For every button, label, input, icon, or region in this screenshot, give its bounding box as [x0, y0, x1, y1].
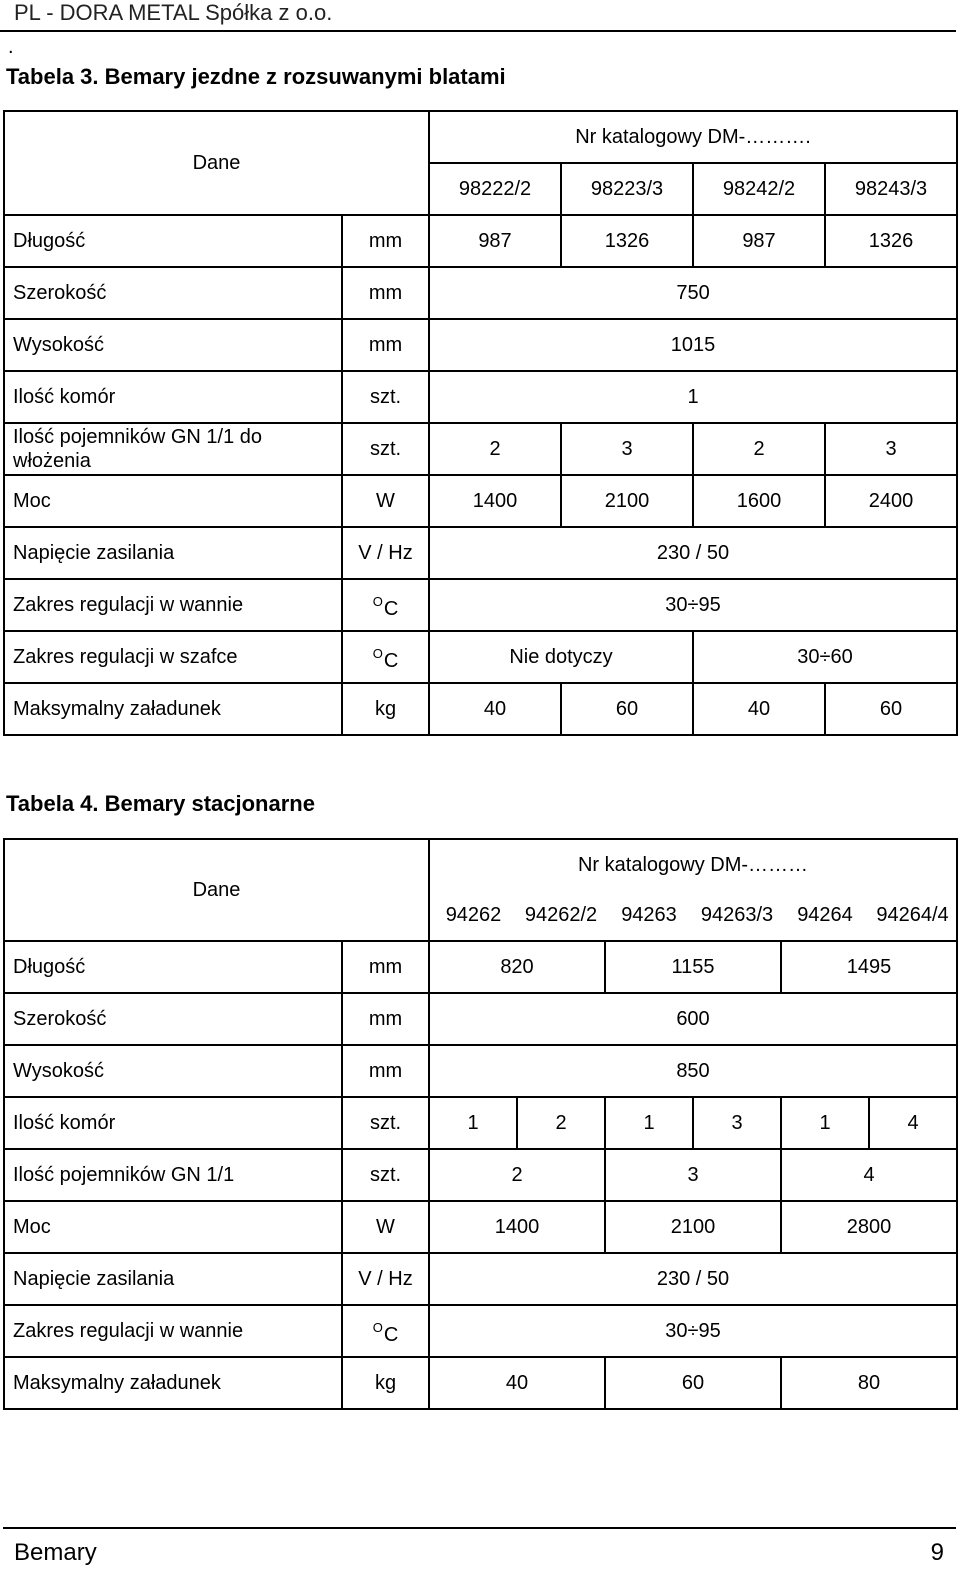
table3 — [3, 110, 958, 736]
row-unit: V / Hz — [342, 1253, 429, 1305]
cell-value: 1 — [605, 1097, 693, 1149]
row-label: Ilość pojemników GN 1/1 do włożenia — [4, 423, 342, 475]
table-row — [4, 579, 957, 631]
page-number: 9 — [930, 1539, 944, 1566]
table-row — [4, 215, 957, 267]
cell-value: 40 — [429, 1357, 605, 1409]
table-row — [4, 1097, 957, 1149]
degree-superscript: O — [372, 645, 383, 661]
cell-value: 1400 — [429, 1201, 605, 1253]
cell-value: 60 — [825, 683, 957, 735]
cell-value: 3 — [825, 423, 957, 475]
row-label: Długość — [4, 215, 342, 267]
row-unit: mm — [342, 267, 429, 319]
row-unit: mm — [342, 319, 429, 371]
row-label: Wysokość — [4, 1045, 342, 1097]
table4-model: 94263 — [605, 890, 693, 941]
cell-value: 230 / 50 — [429, 1253, 957, 1305]
cell-value: 60 — [561, 683, 693, 735]
row-unit: kg — [342, 1357, 429, 1409]
cell-value: 4 — [781, 1149, 957, 1201]
row-unit: szt. — [342, 1097, 429, 1149]
cell-value: 3 — [693, 1097, 781, 1149]
cell-value: 80 — [781, 1357, 957, 1409]
row-label: Napięcie zasilania — [4, 1253, 342, 1305]
cell-value: 1 — [781, 1097, 869, 1149]
cell-value: 820 — [429, 941, 605, 993]
row-label: Maksymalny załadunek — [4, 1357, 342, 1409]
table4-model: 94262/2 — [517, 890, 605, 941]
table-row — [4, 631, 957, 683]
row-unit — [342, 631, 429, 683]
degree-superscript: O — [372, 593, 383, 609]
row-label: Szerokość — [4, 993, 342, 1045]
row-label: Szerokość — [4, 267, 342, 319]
table-row — [4, 941, 957, 993]
cell-value: 230 / 50 — [429, 527, 957, 579]
row-unit: szt. — [342, 423, 429, 475]
cell-value: 987 — [693, 215, 825, 267]
table4-model: 94262 — [429, 890, 517, 941]
cell-value: 2100 — [561, 475, 693, 527]
cell-value: Nie dotyczy — [429, 631, 693, 683]
row-label: Ilość komór — [4, 371, 342, 423]
table-row — [4, 475, 957, 527]
row-unit: mm — [342, 941, 429, 993]
cell-value: 1015 — [429, 319, 957, 371]
table-row — [4, 527, 957, 579]
header-divider — [0, 30, 956, 32]
table3-model: 98223/3 — [561, 163, 693, 215]
cell-value: 600 — [429, 993, 957, 1045]
cell-value: 1326 — [825, 215, 957, 267]
table-row — [4, 683, 957, 735]
row-unit: mm — [342, 1045, 429, 1097]
company-name: PL - DORA METAL Spółka z o.o. — [14, 0, 333, 25]
table4-catalog-header: Nr katalogowy DM-……… — [429, 839, 957, 890]
table4 — [3, 838, 958, 1410]
row-unit: mm — [342, 993, 429, 1045]
unit-letter: C — [383, 597, 399, 620]
cell-value: 2100 — [605, 1201, 781, 1253]
row-unit: szt. — [342, 1149, 429, 1201]
cell-value: 1326 — [561, 215, 693, 267]
row-label: Moc — [4, 1201, 342, 1253]
cell-value: 1495 — [781, 941, 957, 993]
cell-value: 30÷60 — [693, 631, 957, 683]
unit-letter: C — [383, 649, 399, 672]
table-row — [4, 319, 957, 371]
table3-title: Tabela 3. Bemary jezdne z rozsuwanymi blatami — [6, 64, 506, 89]
table-row — [4, 1253, 957, 1305]
row-label: Napięcie zasilania — [4, 527, 342, 579]
table-row — [4, 423, 957, 475]
table4-model: 94264/4 — [869, 890, 957, 941]
row-unit: szt. — [342, 371, 429, 423]
table-row — [4, 993, 957, 1045]
cell-value: 1600 — [693, 475, 825, 527]
row-label: Zakres regulacji w szafce — [4, 631, 342, 683]
cell-value: 850 — [429, 1045, 957, 1097]
cell-value: 40 — [429, 683, 561, 735]
row-label: Ilość komór — [4, 1097, 342, 1149]
cell-value: 2800 — [781, 1201, 957, 1253]
row-label: Zakres regulacji w wannie — [4, 1305, 342, 1357]
table-row — [4, 371, 957, 423]
cell-value: 2 — [517, 1097, 605, 1149]
table-row — [4, 1305, 957, 1357]
row-unit: W — [342, 1201, 429, 1253]
degree-superscript: O — [372, 1319, 383, 1335]
footer-divider — [3, 1527, 956, 1529]
table3-model: 98243/3 — [825, 163, 957, 215]
row-unit: W — [342, 475, 429, 527]
table-row — [4, 1201, 957, 1253]
row-label: Moc — [4, 475, 342, 527]
cell-value: 40 — [693, 683, 825, 735]
cell-value: 2 — [693, 423, 825, 475]
table-row — [4, 1045, 957, 1097]
table4-model: 94264 — [781, 890, 869, 941]
cell-value: 4 — [869, 1097, 957, 1149]
table-row — [4, 1357, 957, 1409]
cell-value: 987 — [429, 215, 561, 267]
row-unit: V / Hz — [342, 527, 429, 579]
table4-title: Tabela 4. Bemary stacjonarne — [6, 791, 315, 816]
cell-value: 1155 — [605, 941, 781, 993]
cell-value: 30÷95 — [429, 1305, 957, 1357]
cell-value: 2400 — [825, 475, 957, 527]
table3-model: 98222/2 — [429, 163, 561, 215]
cell-value: 1 — [429, 371, 957, 423]
footer-section-name: Bemary — [14, 1539, 97, 1566]
table3-model: 98242/2 — [693, 163, 825, 215]
stray-dot: . — [8, 36, 14, 58]
table3-dane-header: Dane — [4, 111, 429, 215]
unit-letter: C — [383, 1323, 399, 1346]
cell-value: 60 — [605, 1357, 781, 1409]
row-label: Wysokość — [4, 319, 342, 371]
table4-dane-header: Dane — [4, 839, 429, 941]
cell-value: 3 — [605, 1149, 781, 1201]
table-row — [4, 267, 957, 319]
cell-value: 3 — [561, 423, 693, 475]
cell-value: 30÷95 — [429, 579, 957, 631]
cell-value: 2 — [429, 423, 561, 475]
table4-model: 94263/3 — [693, 890, 781, 941]
table3-catalog-header: Nr katalogowy DM-………. — [429, 111, 957, 163]
row-label: Długość — [4, 941, 342, 993]
cell-value: 750 — [429, 267, 957, 319]
row-label: Zakres regulacji w wannie — [4, 579, 342, 631]
row-unit — [342, 579, 429, 631]
cell-value: 1 — [429, 1097, 517, 1149]
row-label: Maksymalny załadunek — [4, 683, 342, 735]
cell-value: 2 — [429, 1149, 605, 1201]
table-row — [4, 1149, 957, 1201]
row-unit — [342, 1305, 429, 1357]
row-unit: kg — [342, 683, 429, 735]
cell-value: 1400 — [429, 475, 561, 527]
row-label: Ilość pojemników GN 1/1 — [4, 1149, 342, 1201]
row-unit: mm — [342, 215, 429, 267]
